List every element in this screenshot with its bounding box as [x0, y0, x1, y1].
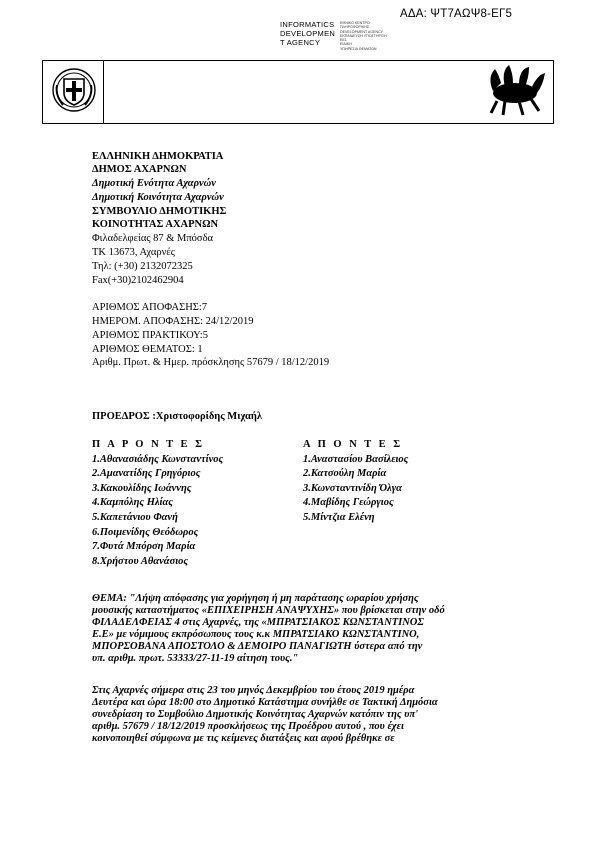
subject-line: ΦΙΛΑΔΕΛΦΕΙΑΣ 4 στις Αχαρνές, της «ΜΠΡΑΤΣΙΑΚΟΣ ΚΩΝΣΤΑΝΤΙΝΟΣ [92, 617, 424, 628]
body-line: συνεδρίαση το Συμβούλιο Δημοτικής Κοινότητας Αχαρνών κατόπιν της υπ' [92, 709, 419, 720]
subject-line: ΘΕΜΑ: "Λήψη απόφασης για χορήγηση ή μη παράτασης ωραρίου χρήσης [92, 593, 419, 604]
address-street: Φιλαδελφείας 87 & Μπόσδα [92, 233, 214, 244]
list-item: 1.Αθανασιάδης Κωνσταντίνος [92, 453, 224, 465]
greek-coat-of-arms-icon [51, 67, 97, 113]
list-item: 6.Ποιμενίδης Θεόδωρος [92, 526, 199, 538]
address-fax: Fax(+30)2102462904 [92, 275, 184, 286]
president-line: ΠΡΟΕΔΡΟΣ :Χριστοφορίδης Μιχαήλ [92, 411, 262, 422]
chariot-horses-icon [483, 63, 547, 119]
header-line-unit: Δημοτική Ενότητα Αχαρνών [92, 178, 216, 189]
list-item: 8.Χρήστου Αθανάσιος [92, 555, 189, 567]
list-item: 5.Μίντζια Ελένη [303, 511, 375, 523]
invitation-reference: Αριθμ. Πρωτ. & Ημερ. πρόσκλησης 57679 / 18/12/2019 [92, 357, 330, 368]
list-item: 2.Κατσούλη Μαρία [303, 468, 387, 480]
logo-line-3: T AGENCY [280, 38, 321, 47]
list-item: 3.Κωνσταντινίδη Όλγα [303, 482, 402, 494]
list-item: 3.Κακουλίδης Ιωάννης [92, 482, 192, 494]
subject-line: ΜΠΟΡΣΟΒΑΝΑ ΑΠΟΣΤΟΛΟ & ΔΕΜΟΙΡΟ ΠΑΝΑΓΙΩΤΗ ύστερα από την [92, 641, 423, 652]
letterhead-divider [103, 61, 104, 123]
present-list [92, 438, 223, 569]
subject-line: Ε.Ε» με νόμιμους εκπρόσωπους τους κ.κ ΜΠΡΑΤΣΙΑΚΟ ΚΩΝΣΤΑΝΤΙΝΟ, [92, 629, 420, 640]
list-item: 4.Μαβίδης Γεώργιος [303, 497, 394, 509]
header-line-council-2: ΚΟΙΝΟΤΗΤΑΣ ΑΧΑΡΝΩΝ [92, 219, 219, 230]
body-line: αριθμ. 57679 / 18/12/2019 προσκλήσεως της Προέδρου αυτού , που έχει [92, 721, 404, 732]
logo-small-text: ΕΘΝΙΚΟ ΚΕΝΤΡΟ ΠΛΗΡΟΦΟΡΙΚΗΣ DEVELOPMENT AGENCY ΕΚΠΑΙΔΕΥΣΗ ΥΠΟΣΤΗΡΙΞΗ ΕΕ1 ΕΙΔΙΚΗ ΥΠΗΡΕΣΙΑ ΘΕΜΑΤΩΝ [340, 21, 387, 51]
list-item: 2.Αμανατίδης Γρηγόριος [92, 468, 201, 480]
present-title: Π Α Ρ Ο Ν Τ Ε Σ [92, 439, 205, 450]
list-item: 1.Αναστασίου Βασίλειος [303, 453, 409, 465]
header-line-community: Δημοτική Κοινότητα Αχαρνών [92, 192, 224, 203]
body-line: Δευτέρα και ώρα 18:00 στο Δημοτικό Κατάστημα συνήλθε σε Τακτική Δημόσια [92, 697, 438, 708]
ada-code: ΑΔΑ: ΨΤ7ΑΩΨ8-ΕΓ5 [400, 8, 513, 20]
informatics-agency-logo [280, 20, 400, 51]
address-phone: Τηλ: (+30) 2132072325 [92, 261, 193, 272]
body-line: κοινοποιηθεί σύμφωνα με τις κείμενες διατάξεις και αφού βρέθηκε σε [92, 733, 395, 744]
body-line: Στις Αχαρνές σήμερα στις 23 του μηνός Δεκεμβρίου του έτους 2019 ημέρα [92, 685, 415, 696]
header-line-council: ΣΥΜΒΟΥΛΙΟ ΔΗΜΟΤΙΚΗΣ [92, 206, 227, 217]
minutes-number: ΑΡΙΘΜΟΣ ΠΡΑΚΤΙΚΟΥ:5 [92, 330, 208, 341]
subject-paragraph [92, 593, 532, 665]
address-postcode: ΤΚ 13673, Αχαρνές [92, 247, 175, 258]
absent-list [303, 438, 408, 526]
list-item: 4.Καμπόλης Ηλίας [92, 497, 173, 509]
subject-line: μουσικής καταστήματος «ΕΠΙΧΕΙΡΗΣΗ ΑΝΑΨΥΧΗΣ» που βρίσκεται στην οδό [92, 605, 445, 616]
header-line-country: ΕΛΛΗΝΙΚΗ ΔΗΜΟΚΡΑΤΙΑ [92, 151, 224, 162]
decision-date: ΗΜΕΡΟΜ. ΑΠΟΦΑΣΗΣ: 24/12/2019 [92, 316, 254, 327]
logo-line-2: DEVELOPMEN [280, 29, 336, 38]
list-item: 7.Φυτά Μπόρση Μαρία [92, 541, 196, 553]
subject-line: υπ. αριθμ. πρωτ. 53333/27-11-19 αίτηση τους." [92, 653, 299, 664]
header-line-municipality: ΔΗΜΟΣ ΑΧΑΡΝΩΝ [92, 164, 187, 175]
decision-number: ΑΡΙΘΜΟΣ ΑΠΟΦΑΣΗΣ:7 [92, 302, 208, 313]
logo-line-1: INFORMATICS [280, 20, 335, 29]
absent-title: Α Π Ο Ν Τ Ε Σ [303, 439, 403, 450]
list-item: 5.Καπετάνιου Φανή [92, 511, 178, 523]
subject-number: ΑΡΙΘΜΟΣ ΘΕΜΑΤΟΣ: 1 [92, 344, 203, 355]
letterhead-frame [42, 60, 554, 124]
body-paragraph [92, 685, 532, 745]
